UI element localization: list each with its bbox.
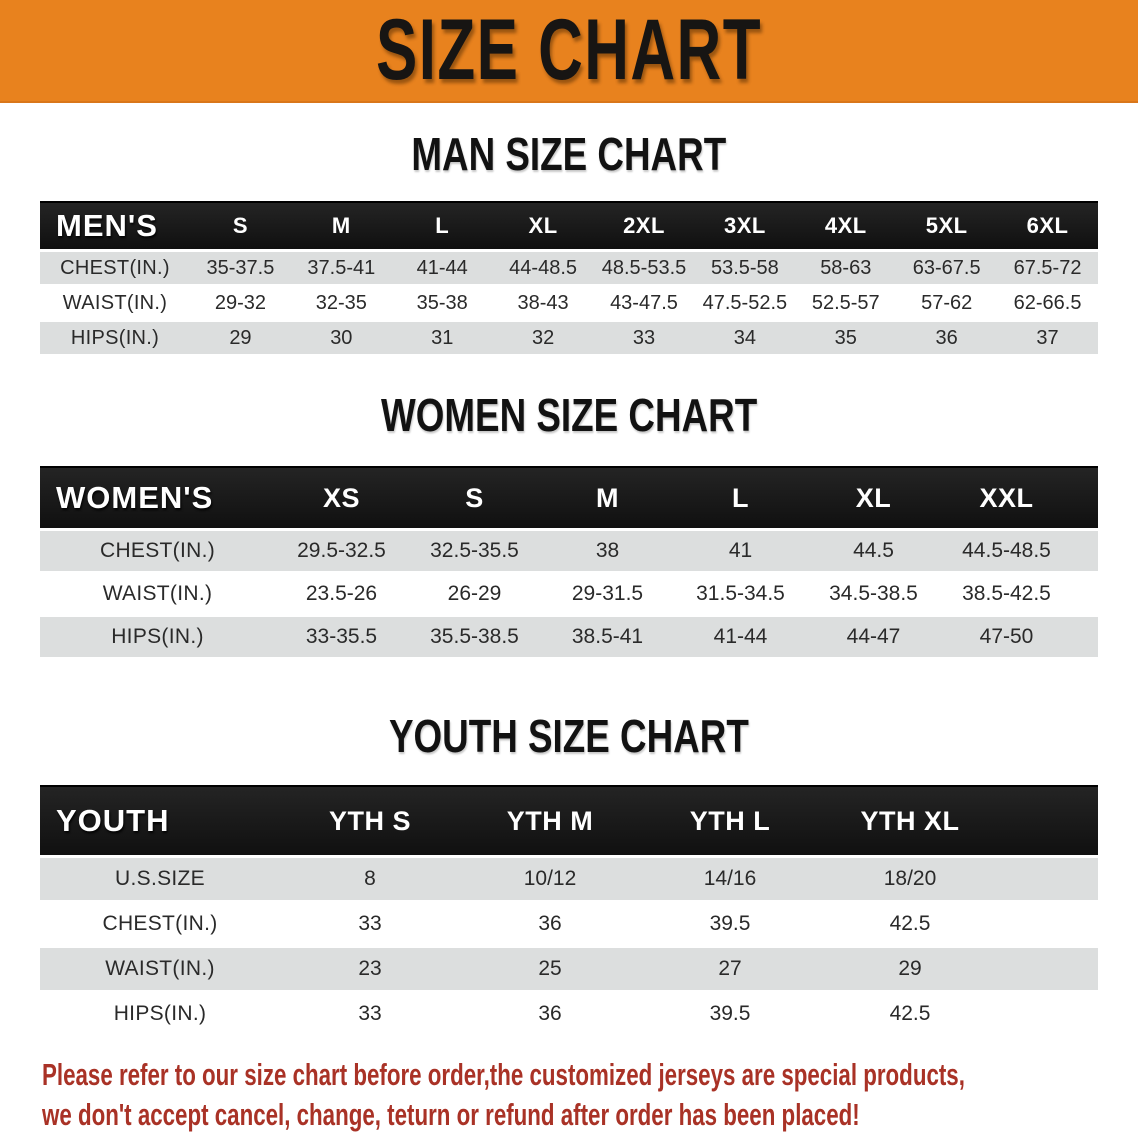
size-value-cell: 67.5-72	[1013, 256, 1082, 279]
size-value-cell: 32.5-35.5	[430, 539, 519, 562]
size-value-cell: 37.5-41	[307, 256, 376, 279]
size-column-header: L	[732, 482, 749, 513]
size-value-cell: 35.5-38.5	[430, 625, 519, 648]
row-label: HIPS(IN.)	[111, 625, 204, 648]
size-value-cell: 53.5-58	[710, 256, 779, 279]
size-column-header: XL	[855, 482, 892, 513]
size-value-cell: 29	[898, 957, 922, 980]
size-value-cell: 36	[538, 1002, 562, 1025]
size-value-cell: 29-32	[214, 291, 267, 314]
size-value-cell: 27	[718, 957, 742, 980]
size-column-header: 4XL	[824, 213, 867, 238]
banner-title: SIZE CHART	[376, 2, 762, 98]
size-value-cell: 33	[358, 912, 382, 935]
size-value-cell: 33	[632, 326, 656, 349]
size-value-cell: 14/16	[703, 867, 757, 890]
size-value-cell: 41-44	[713, 625, 768, 648]
womens-header-label: WOMEN'S	[56, 480, 214, 515]
youth-header-label: YOUTH	[56, 803, 170, 838]
size-value-cell: 62-66.5	[1013, 291, 1082, 314]
size-value-cell: 25	[538, 957, 562, 980]
man-section-heading-text: MAN SIZE CHART	[411, 128, 727, 180]
size-value-cell: 35-38	[416, 291, 468, 314]
size-value-cell: 29	[229, 326, 252, 349]
size-value-cell: 38-43	[517, 291, 569, 314]
mens-table-header-row	[40, 201, 1098, 249]
size-value-cell: 23.5-26	[305, 582, 378, 605]
size-value-cell: 34.5-38.5	[829, 582, 918, 605]
size-value-cell: 29-31.5	[571, 582, 644, 605]
size-value-cell: 52.5-57	[811, 291, 880, 314]
size-value-cell: 33	[358, 1002, 382, 1025]
womens-waist-row	[40, 574, 1098, 614]
size-column-header: M	[596, 482, 619, 513]
size-column-header: L	[435, 213, 450, 238]
row-label: WAIST(IN.)	[102, 582, 213, 605]
size-value-cell: 38.5-41	[571, 625, 644, 648]
row-label: CHEST(IN.)	[102, 912, 218, 935]
size-value-cell: 43-47.5	[610, 291, 678, 314]
size-value-cell: 35	[834, 326, 857, 349]
size-column-header: XXL	[979, 482, 1034, 513]
size-value-cell: 35-37.5	[206, 256, 275, 279]
size-value-cell: 36	[538, 912, 562, 935]
size-value-cell: 57-62	[921, 291, 973, 314]
row-label: U.S.SIZE	[115, 867, 205, 890]
womens-table-header-row	[40, 466, 1098, 528]
size-value-cell: 47.5-52.5	[702, 291, 788, 314]
size-value-cell: 42.5	[889, 1002, 931, 1025]
size-chart-banner	[0, 0, 1138, 103]
size-column-header: YTH S	[328, 805, 411, 836]
size-value-cell: 39.5	[709, 912, 751, 935]
size-value-cell: 30	[330, 326, 353, 349]
size-value-cell: 18/20	[883, 867, 937, 890]
size-value-cell: 44.5-48.5	[962, 539, 1051, 562]
size-value-cell: 39.5	[709, 1002, 751, 1025]
youth-table-header-row	[40, 785, 1098, 855]
row-label: HIPS(IN.)	[70, 326, 160, 349]
row-label: CHEST(IN.)	[100, 539, 215, 562]
size-column-header: YTH XL	[860, 805, 960, 836]
size-column-header: YTH M	[506, 805, 594, 836]
size-value-cell: 38	[595, 539, 620, 562]
disclaimer-line-1: Please refer to our size chart before order,the customized jerseys are special products,	[42, 1057, 965, 1092]
size-value-cell: 47-50	[979, 625, 1034, 648]
size-value-cell: 34	[733, 326, 756, 349]
row-label: CHEST(IN.)	[60, 256, 170, 279]
size-value-cell: 29.5-32.5	[297, 539, 386, 562]
mens-header-label: MEN'S	[56, 208, 158, 243]
size-value-cell: 44.5	[853, 539, 894, 562]
row-label: WAIST(IN.)	[62, 291, 168, 314]
youth-chest-row	[40, 903, 1098, 945]
youth-hips-row	[40, 993, 1098, 1035]
size-value-cell: 41-44	[416, 256, 468, 279]
mens-waist-row	[40, 287, 1098, 319]
size-value-cell: 32-35	[315, 291, 367, 314]
mens-size-table	[40, 201, 1098, 354]
size-value-cell: 63-67.5	[912, 256, 981, 279]
disclaimer-text	[42, 1055, 1138, 1132]
size-column-header: YTH L	[689, 805, 771, 836]
size-value-cell: 8	[364, 867, 376, 890]
size-value-cell: 26-29	[447, 582, 502, 605]
mens-hips-row	[40, 322, 1098, 354]
mens-chest-row	[40, 252, 1098, 284]
women-section-heading	[0, 388, 1138, 442]
size-value-cell: 48.5-53.5	[601, 256, 687, 279]
size-value-cell: 31	[431, 326, 454, 349]
row-label: WAIST(IN.)	[105, 957, 215, 980]
womens-chest-row	[40, 531, 1098, 571]
womens-size-table	[40, 466, 1098, 657]
disclaimer-line-2: we don't accept cancel, change, teturn or refund after order has been placed!	[42, 1097, 860, 1132]
size-column-header: XS	[322, 482, 361, 513]
youth-size-table	[40, 785, 1098, 1035]
size-column-header: S	[465, 482, 484, 513]
size-column-header: 5XL	[925, 213, 968, 238]
size-value-cell: 41	[728, 539, 753, 562]
size-value-cell: 23	[358, 957, 382, 980]
size-value-cell: 58-63	[820, 256, 872, 279]
women-section-heading-text: WOMEN SIZE CHART	[380, 389, 758, 441]
size-column-header: S	[232, 213, 249, 238]
size-column-header: XL	[528, 213, 558, 238]
youth-waist-row	[40, 948, 1098, 990]
size-column-header: M	[331, 213, 351, 238]
youth-us-size-row	[40, 858, 1098, 900]
size-value-cell: 42.5	[889, 912, 931, 935]
size-value-cell: 44-47	[846, 625, 901, 648]
size-column-header: 3XL	[723, 213, 766, 238]
size-column-header: 2XL	[623, 213, 665, 238]
size-value-cell: 31.5-34.5	[696, 582, 785, 605]
man-section-heading	[0, 127, 1138, 181]
youth-section-heading	[0, 709, 1138, 763]
size-value-cell: 10/12	[523, 867, 577, 890]
youth-section-heading-text: YOUTH SIZE CHART	[389, 710, 749, 762]
size-value-cell: 36	[935, 326, 958, 349]
size-value-cell: 37	[1036, 326, 1059, 349]
row-label: HIPS(IN.)	[113, 1002, 207, 1025]
size-value-cell: 33-35.5	[305, 625, 378, 648]
size-column-header: 6XL	[1026, 213, 1069, 238]
womens-hips-row	[40, 617, 1098, 657]
size-value-cell: 44-48.5	[509, 256, 578, 279]
size-value-cell: 38.5-42.5	[962, 582, 1051, 605]
size-value-cell: 32	[531, 326, 555, 349]
